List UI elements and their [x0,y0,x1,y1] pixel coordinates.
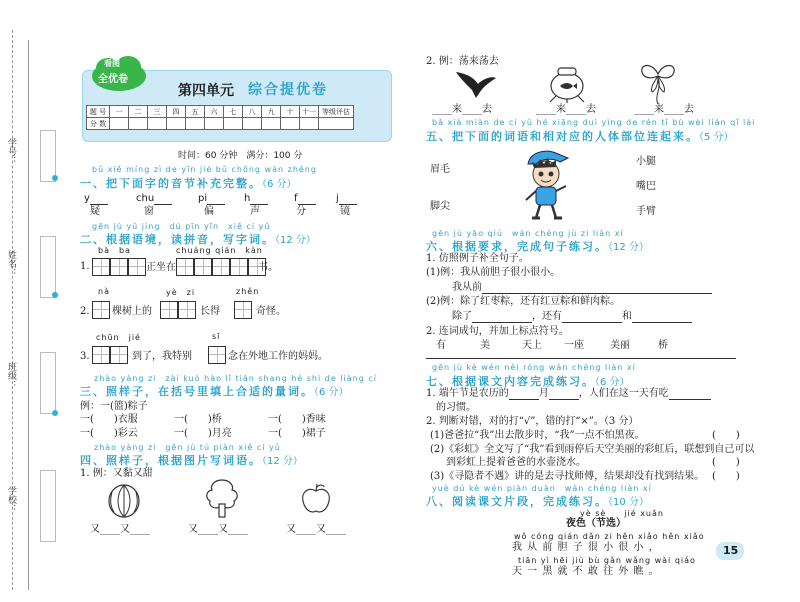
q2-l3-pinyin-a: chūn jié [96,333,141,342]
tianzi-box[interactable] [176,258,194,276]
q7-line1 [426,388,711,400]
q2-points: （12 分） [275,235,316,246]
score-table-cell: 六 [205,106,224,118]
q7-line1-b: 月 [538,388,549,399]
q1-answer-blank[interactable] [298,194,316,205]
q1-item [336,193,357,205]
q1-item-pinyin: pi [198,193,208,204]
q2-l3-boxes-a [92,344,128,364]
score-table-cell: 九 [262,106,281,118]
q3-pinyin: zhào yàng zi zài kuò hào lǐ tián shang hé shì de liàng cí [94,374,377,383]
score-input-cell[interactable] [129,118,148,130]
q1-char: 镜 [340,206,350,217]
q2-l2-pinyin-b: yè zi [166,288,196,297]
timing-line: 时间：60 分钟 满分：100 分 [178,151,303,161]
q5-right-item[interactable]: 手臂 [636,206,656,217]
watermelon-icon [104,480,144,520]
q2-l1-text-b: 书。 [258,262,278,273]
come-go-blank[interactable]: ____来____去 [634,104,694,115]
q7-judge-item: (2)《彩虹》全文写了“我”看到雨停后天空美丽的彩虹后，联想到自己可以 [430,444,755,455]
score-table-cell: 十一 [300,106,319,118]
badge [90,54,148,94]
q1-char: 声 [250,206,260,217]
q7-line1-end: 的习惯。 [436,402,476,413]
badge-line2: 全优卷 [98,74,128,85]
q7-judge-paren[interactable]: ( ) [712,430,740,441]
score-input-cell[interactable] [110,118,129,130]
q2-l1-text-a: 正坐在 [146,262,176,273]
q1-points: （6 分） [262,179,297,190]
q1-pinyin: bǔ xiě míng zì de yīn jié bǔ chōng wán zhěng [92,165,317,174]
apple-icon [298,481,334,517]
score-table [86,105,354,130]
class-label: 班级： [6,362,16,389]
score-table-cell: 等级评估 [319,106,354,118]
q1-item [84,193,108,205]
q7-judge-paren[interactable]: ( ) [712,471,740,482]
q2-l2-boxes-c [234,299,252,319]
tianzi-box[interactable] [92,301,110,319]
q3-item[interactable]: 一( )裙子 [268,428,326,439]
tianzi-box[interactable] [194,258,212,276]
q2-l2-text-a: 棵树上的 [112,306,152,317]
page-number: 15 [723,544,739,557]
q2-l2-pinyin-a: nà [98,287,110,296]
binding-dot [52,175,58,181]
q7-points: （6 分） [595,377,630,388]
poem-line1-pinyin: wǒ cóng qián dǎn zi hěn xiǎo hěn xiǎo [514,532,705,541]
q7-blank[interactable] [549,389,579,400]
q4-points: （12 分） [262,456,303,467]
q2-n1: 1. [80,261,90,272]
q6-title: 六、根据要求，完成句子练习。（12 分） [426,240,649,253]
q1-answer-blank[interactable] [250,194,268,205]
q6-word: 桥 [658,340,668,351]
q1-char: 窗 [144,206,154,217]
q1-char: 偏 [204,206,214,217]
poem-line2: 天 一 黑 就 不 敢 往 外 瞧 。 [512,566,660,577]
q5-title: 五、把下面的词语和相对应的人体部位连起来。（5 分） [426,130,734,143]
q2-n2: 2. [80,306,90,317]
class-field[interactable] [40,352,56,414]
q7-judge-paren[interactable]: ( ) [712,457,740,468]
q1-item-pinyin: f [294,193,298,204]
q1-answer-blank[interactable] [154,194,172,205]
q2-l2-text-b: 长得 [200,306,220,317]
binding-divider [28,40,30,590]
q1-item [244,193,268,205]
q6-answer2-b: ，还有 [532,311,562,322]
q2-l1-pinyin-a: bà ba [98,246,131,255]
q8-points: （10 分） [608,497,649,508]
q2-pinyin: gēn jù yǔ jìng dú pīn yīn xiě cí yǔ [92,222,271,231]
q6-sub2: 2. 连词成句，并加上标点符号。 [426,326,569,337]
q4-blank[interactable]: 又____又____ [188,524,248,535]
q6-sub1: 1. 仿照例子补全句子。 [426,253,529,264]
q2-l3-pinyin-b: sī [212,332,221,341]
tianzi-box[interactable] [92,258,110,276]
q3-title: 三、照样子，在括号里填上合适的量词。（6 分） [80,385,349,398]
q7-pinyin: gēn jù kè wén nèi róng wán chéng liàn xí [432,363,636,372]
q8-pinyin: yuè dú kè wén piàn duàn wán chéng liàn xí [432,484,652,493]
q2-l3-text-b: 念在外地工作的妈妈。 [228,351,328,362]
q2-l3-boxes-b [208,344,226,364]
q6-answer2-c: 和 [622,311,632,322]
tree-icon [200,476,244,520]
score-input-cell[interactable] [300,118,319,130]
tianzi-box[interactable] [110,346,128,364]
q2-l1-boxes-b [176,256,266,276]
q6-word: 美 [480,340,490,351]
page-title: 综合提优卷 [248,82,328,98]
q7-line1-c: ，人们在这一天有吃 [578,388,669,399]
q2-l1-boxes-a [92,256,146,276]
score-table-cell: 分 数 [87,118,110,130]
q7-judge-item: (3)《寻隐者不遇》讲的是去寻找师傅，结果却没有找到结果。 [430,471,705,482]
binding-dot [52,410,58,416]
score-input-cell[interactable] [148,118,167,130]
q5-right-item[interactable]: 嘴巴 [636,181,656,192]
q1-item-pinyin: y [84,193,90,204]
q6-answer1-blank[interactable] [482,283,712,294]
q3-points: （6 分） [314,387,349,398]
score-input-cell[interactable] [205,118,224,130]
tianzi-box[interactable] [230,258,248,276]
tianzi-box[interactable] [128,258,146,276]
q5-pinyin: bǎ xià miàn de cí yǔ hé xiāng duì yìng de rén tǐ bù wèi lián qǐ lái [432,118,756,127]
score-table-cell: 五 [186,106,205,118]
q6-answer2 [452,311,692,323]
school-field[interactable] [40,470,56,542]
fishbowl-icon [544,62,590,104]
q1-item [294,193,316,205]
swallow-icon [454,64,498,100]
score-table-cell: 三 [148,106,167,118]
q1-title: 一、把下面字的音节补充完整。（6 分） [80,177,297,190]
poem-title-pinyin: yè sè jié xuǎn [580,509,664,518]
tianzi-box[interactable] [208,346,226,364]
q6-pinyin: gēn jù yāo qiú wán chéng jù zi liàn xí [432,229,624,238]
score-table-cell: 二 [129,106,148,118]
q2-title: 二、根据语境，读拼音，写字词。（12 分） [80,233,316,246]
binding-dot [52,292,58,298]
badge-line1: 看图 [104,59,120,68]
q6-example2: (2)例：除了红枣粽，还有红豆粽和鲜肉粽。 [426,296,621,307]
tianzi-box[interactable] [212,258,230,276]
score-input-cell[interactable] [186,118,205,130]
q2-l2-text-c: 奇怪。 [256,306,286,317]
tianzi-box[interactable] [160,301,178,319]
q3-item[interactable]: 一( )月亮 [174,428,232,439]
score-table-cell: 八 [243,106,262,118]
q6-word: 有 [436,340,446,351]
cartoon-boy-icon [520,146,574,224]
score-input-cell[interactable] [319,118,354,130]
score-input-cell[interactable] [167,118,186,130]
q6-points: （12 分） [608,242,649,253]
poem-line2-pinyin: tiān yì hēi jiù bù gǎn wǎng wài qiáo [518,556,696,565]
q6-answer2-blank[interactable] [632,312,692,323]
q2-l2-pinyin-c: zhěn [236,287,260,296]
q6-example1: (1)例：我从前胆子很小很小。 [426,267,561,278]
q3-item[interactable]: 一( )衣服 [80,414,138,425]
q7-judge-item: (1)爸爸拉“我”出去散步时，“我”一点不怕黑夜。 [430,430,645,441]
q2-l2-boxes-a [92,299,110,319]
q4-example: 1. 例：又黏又甜 [80,468,153,479]
q3-item[interactable]: 一( )桥 [174,414,222,425]
unit-title: 第四单元 [178,83,234,99]
q5-right-item[interactable]: 小腿 [636,156,656,167]
q1-item-pinyin: h [244,193,251,204]
score-table-cell: 四 [167,106,186,118]
score-input-cell[interactable] [281,118,300,130]
q6-answer2-blank[interactable] [472,312,532,323]
score-input-cell[interactable] [224,118,243,130]
student-number-label: 学号： [6,138,16,165]
tianzi-box[interactable] [92,346,110,364]
tianzi-box[interactable] [234,301,252,319]
q1-item [136,193,172,205]
q3-item[interactable]: 一( )香味 [268,414,326,425]
q6-word: 天上 [522,340,542,351]
q1-char: 疑 [90,206,100,217]
q7-sub2: 2. 判断对错，对的打“√”，错的打“×”。（3 分） [426,416,639,427]
come-go-blank[interactable]: ____来____去 [432,104,492,115]
poem-title: 夜色（节选） [566,518,626,529]
q8-title: 八、阅读课文片段，完成练习。（10 分） [426,495,649,508]
q4-title: 四、照样子，根据图片写词语。（12 分） [80,454,303,467]
q1-item-pinyin: j [336,193,339,204]
score-input-cell[interactable] [243,118,262,130]
score-input-cell[interactable] [262,118,281,130]
tianzi-box[interactable] [178,301,196,319]
q5-left-item[interactable]: 眉毛 [430,164,450,175]
q1-item [198,193,225,205]
score-table-cell: 七 [224,106,243,118]
q4-example-2: 2. 例：荡来荡去 [426,56,499,67]
q5-left-item[interactable]: 脚尖 [430,201,450,212]
q4-pinyin: zhào yàng zi gēn jù tú piàn xiě cí yǔ [94,443,281,452]
kite-icon [636,58,680,106]
q7-blank[interactable] [509,389,539,400]
student-name-field[interactable] [40,236,56,298]
q6-answer1 [452,282,712,294]
school-label: 学校： [6,486,16,513]
q2-l1-pinyin-b: chuáng qián kàn [176,246,263,255]
q6-answer2-blank[interactable] [562,312,622,323]
q4-blank[interactable]: 又____又____ [286,524,346,535]
q1-answer-blank[interactable] [207,194,225,205]
q3-item[interactable]: 一( )彩云 [80,428,138,439]
q6-word: 一座 [564,340,584,351]
q1-answer-blank[interactable] [90,194,108,205]
q6-answer-line[interactable] [426,358,736,359]
q6-answer1-prefix: 我从前 [452,282,482,293]
q6-answer2-a: 除了 [452,311,472,322]
student-name-label: 姓名： [6,250,16,277]
q1-answer-blank[interactable] [339,194,357,205]
q6-word: 美丽 [610,340,630,351]
q3-example: 例：一(篮)粽子 [80,401,148,412]
q1-char: 分 [296,206,306,217]
q7-title: 七、根据课文内容完成练习。（6 分） [426,375,630,388]
q5-points: （5 分） [699,132,734,143]
q7-judge-item-cont: 到彩虹上提着爸爸的水壶浇水。 [446,457,586,468]
q1-item-pinyin: chu [136,193,155,204]
q4-blank[interactable]: 又____又____ [90,524,150,535]
q7-blank[interactable] [669,389,711,400]
score-table-cell: 题 号 [87,106,110,118]
q2-n3: 3. [80,351,90,362]
q2-l3-text-a: 到了，我特别 [132,351,192,362]
poem-line1: 我 从 前 胆 子 很 小 很 小 ， [512,542,660,553]
score-table-cell: 一 [110,106,129,118]
q2-l2-boxes-b [160,299,196,319]
tianzi-box[interactable] [110,258,128,276]
come-go-blank[interactable]: ____来____去 [536,104,596,115]
score-table-cell: 十 [281,106,300,118]
q7-line1-a: 1. 端午节是农历的 [426,388,509,399]
